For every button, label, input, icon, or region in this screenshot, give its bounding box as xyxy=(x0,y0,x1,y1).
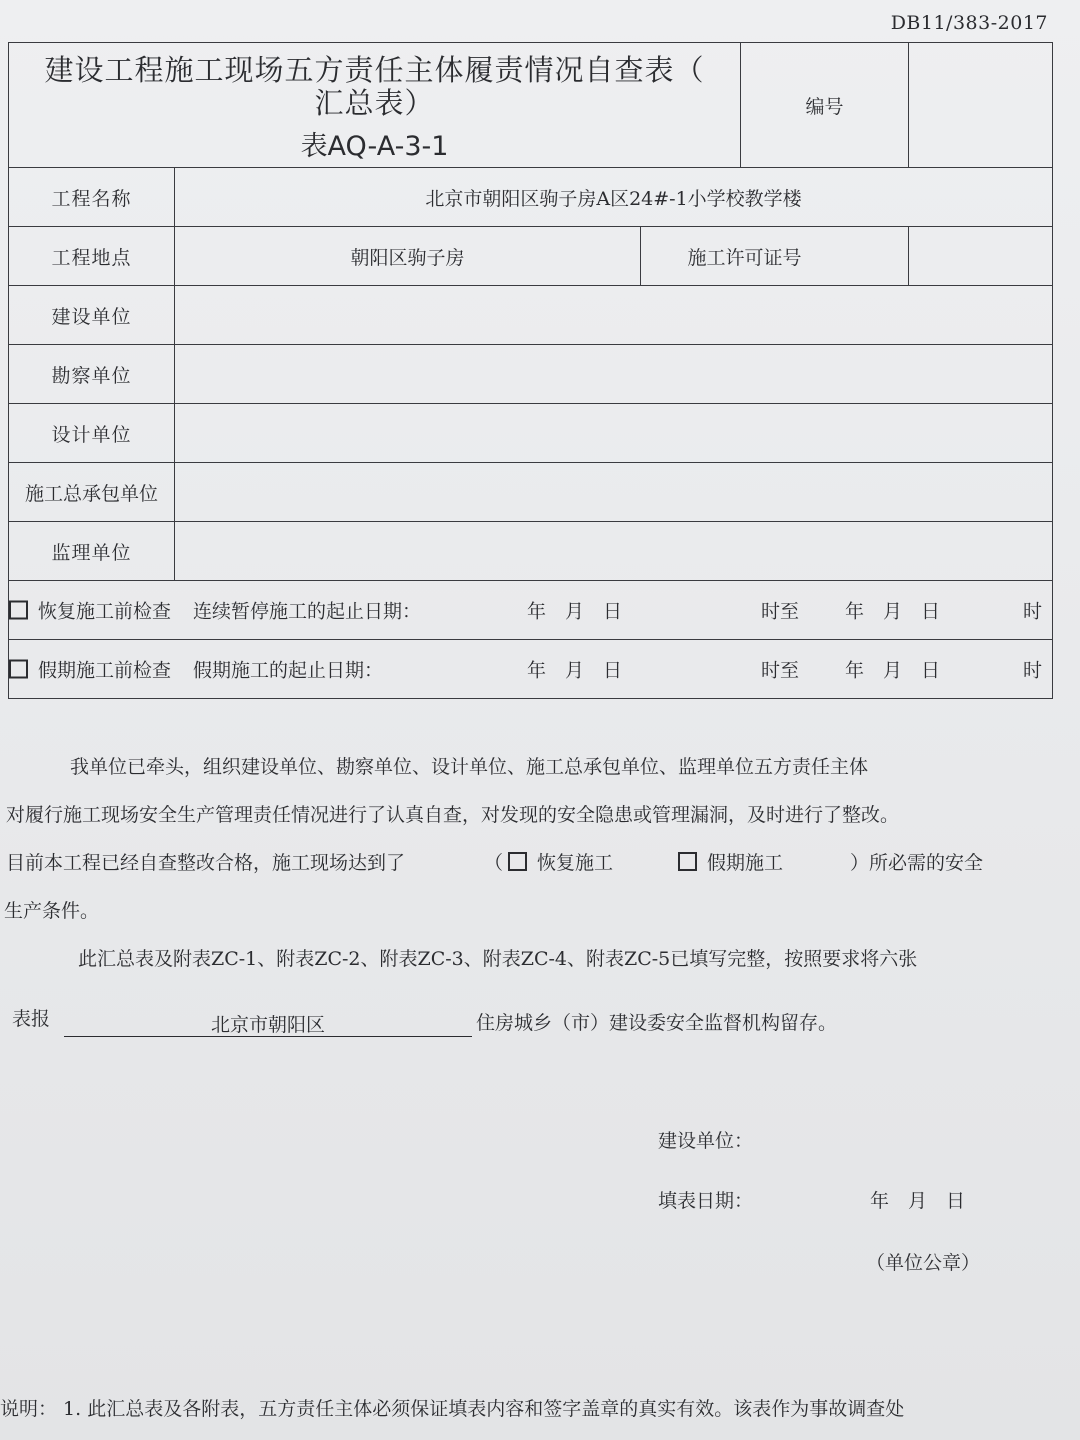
unit-seal: （单位公章） xyxy=(866,1252,981,1274)
statement-line3-prefix: 目前本工程已经自查整改合格，施工现场达到了 xyxy=(6,852,406,874)
location-value[interactable]: 朝阳区驹子房 xyxy=(175,227,641,286)
holiday-check-checkbox[interactable] xyxy=(9,660,28,679)
option-resume-checkbox[interactable] xyxy=(508,852,527,871)
holiday-range-label: 假期施工的起止日期： xyxy=(193,659,384,682)
holiday-check-label: 假期施工前检查 xyxy=(38,659,172,682)
signature-date-label: 填表日期： xyxy=(658,1190,754,1212)
option-resume-label: 恢复施工 xyxy=(537,852,614,874)
resume-check-label: 恢复施工前检查 xyxy=(38,600,172,623)
statement-line6-suffix: 住房城乡（市）建设委安全监督机构留存。 xyxy=(476,1012,838,1034)
form-title-cell xyxy=(9,43,741,168)
resume-end-date[interactable]: 年 月 日 xyxy=(845,600,941,623)
design-unit-label: 设计单位 xyxy=(9,404,175,463)
holiday-end: 时 xyxy=(1023,659,1043,682)
option-holiday[interactable] xyxy=(678,848,783,875)
resume-start-date[interactable]: 年 月 日 xyxy=(527,600,623,623)
project-name-value[interactable]: 北京市朝阳区驹子房A区24#-1小学校教学楼 xyxy=(175,168,1053,227)
statement-line5: 此汇总表及附表ZC-1、附表ZC-2、附表ZC-3、附表ZC-4、附表ZC-5已填写完整，按照要求将六张 xyxy=(78,948,918,970)
supervision-authority-fill[interactable]: 北京市朝阳区 xyxy=(64,1010,472,1037)
number-label: 编号 xyxy=(741,43,909,168)
resume-range-label: 连续暂停施工的起止日期： xyxy=(193,600,422,623)
supervision-unit-value[interactable] xyxy=(175,522,1053,581)
resume-check-checkbox[interactable] xyxy=(9,601,28,620)
statement-line4: 生产条件。 xyxy=(4,900,100,922)
holiday-start-date[interactable]: 年 月 日 xyxy=(527,659,623,682)
general-contractor-label: 施工总承包单位 xyxy=(9,463,175,522)
note-text: 说明： 1. 此汇总表及各附表，五方责任主体必须保证填表内容和签字盖章的真实有效。该表作为事故调查处 xyxy=(0,1398,905,1420)
standard-code: DB11/383-2017 xyxy=(890,12,1048,34)
statement-line1: 我单位已牵头，组织建设单位、勘察单位、设计单位、施工总承包单位、监理单位五方责任主体 xyxy=(70,756,869,778)
statement-line3-open: （ xyxy=(484,852,504,874)
option-resume[interactable] xyxy=(508,848,613,875)
construction-unit-value[interactable] xyxy=(175,286,1053,345)
survey-unit-value[interactable] xyxy=(175,345,1053,404)
design-unit-value[interactable] xyxy=(175,404,1053,463)
signature-date-value[interactable]: 年 月 日 xyxy=(870,1190,966,1212)
form-title-line2: 汇总表） xyxy=(314,85,435,120)
survey-unit-label: 勘察单位 xyxy=(9,345,175,404)
self-check-form xyxy=(8,42,1053,699)
option-holiday-label: 假期施工 xyxy=(707,852,784,874)
form-title-line1: 建设工程施工现场五方责任主体履责情况自查表（ xyxy=(44,52,705,87)
holiday-check-row xyxy=(9,640,1053,699)
signature-unit-label: 建设单位： xyxy=(658,1130,754,1152)
number-value[interactable] xyxy=(909,43,1053,168)
resume-check-row xyxy=(9,581,1053,640)
permit-label: 施工许可证号 xyxy=(641,227,909,286)
general-contractor-value[interactable] xyxy=(175,463,1053,522)
construction-unit-label: 建设单位 xyxy=(9,286,175,345)
statement-line3-suffix: ）所必需的安全 xyxy=(850,852,984,874)
holiday-middle: 时至 xyxy=(761,659,800,682)
permit-value[interactable] xyxy=(909,227,1053,286)
location-label: 工程地点 xyxy=(9,227,175,286)
form-code: 表AQ-A-3-1 xyxy=(300,130,449,162)
supervision-unit-label: 监理单位 xyxy=(9,522,175,581)
resume-middle: 时至 xyxy=(761,600,800,623)
project-name-label: 工程名称 xyxy=(9,168,175,227)
statement-line2: 对履行施工现场安全生产管理责任情况进行了认真自查，对发现的安全隐患或管理漏洞，及时进行了整改。 xyxy=(6,804,900,826)
statement-line6-prefix: 表报 xyxy=(12,1008,51,1030)
holiday-end-date[interactable]: 年 月 日 xyxy=(845,659,941,682)
resume-end: 时 xyxy=(1023,600,1043,623)
option-holiday-checkbox[interactable] xyxy=(678,852,697,871)
